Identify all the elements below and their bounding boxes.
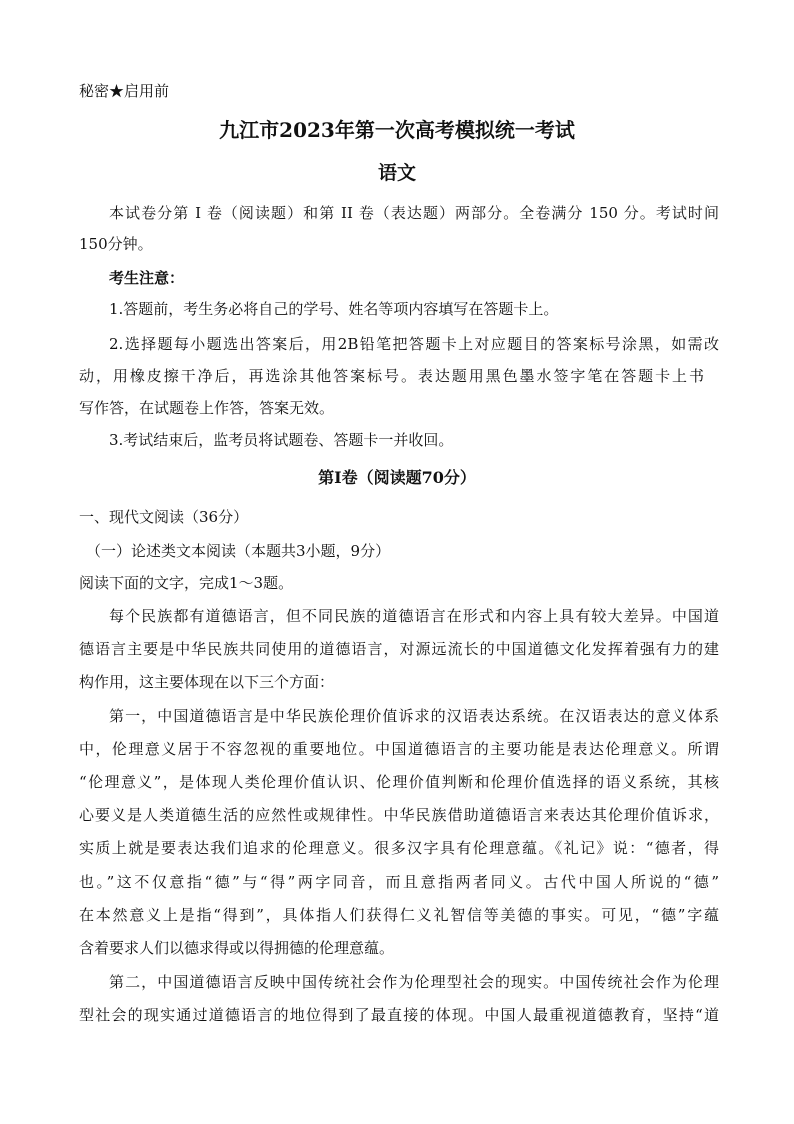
- notice-item-2-line-3: 写作答，在试题卷上作答，答案无效。: [79, 399, 335, 417]
- paragraph-2-line: 中，伦理意义居于不容忽视的重要地位。中国道德语言的主要功能是表达伦理意义。所谓: [79, 740, 719, 758]
- paragraph-3-line: 第二，中国道德语言反映中国传统社会作为伦理型社会的现实。中国传统社会作为伦理: [109, 973, 719, 991]
- paragraph-2-line: 在本然意义上是指“得到”，具体指人们获得仁义礼智信等美德的事实。可见，“德”字蕴: [79, 906, 719, 924]
- notice-item-2-line-1: 2.选择题每小题选出答案后，用2B铅笔把答题卡上对应题目的答案标号涂黑，如需改: [109, 335, 719, 353]
- notice-item-1: 1.答题前，考生务必将自己的学号、姓名等项内容填写在答题卡上。: [109, 300, 559, 318]
- paragraph-2-line: “伦理意义”，是体现人类伦理价值认识、伦理价值判断和伦理价值选择的语义系统，其核: [79, 773, 719, 791]
- part-heading: 一、现代文阅读（36分）: [79, 508, 249, 526]
- paragraph-2-line: 心要义是人类道德生活的应然性或规律性。中华民族借助道德语言来表达其伦理价值诉求，: [79, 806, 719, 824]
- section-heading: 第I卷（阅读题70分）: [318, 468, 476, 487]
- notice-item-3: 3.考试结束后，监考员将试题卷、答题卡一并收回。: [109, 431, 454, 449]
- paragraph-3-line: 型社会的现实通过道德语言的地位得到了最直接的体现。中国人最重视道德教育，坚持“道: [79, 1006, 719, 1024]
- subpart-heading: （一）论述类文本阅读（本题共3小题，9分）: [86, 542, 391, 560]
- paragraph-2-line: 实质上就是要表达我们追求的伦理意义。很多汉字具有伦理意蕴。《礼记》说：“德者，得: [79, 839, 719, 857]
- exam-title: 九江市2023年第一次高考模拟统一考试: [219, 118, 575, 142]
- paragraph-1-line: 德语言主要是中华民族共同使用的道德语言，对源远流长的中国道德文化发挥着强有力的建: [79, 640, 719, 658]
- reading-instruction: 阅读下面的文字，完成1～3题。: [79, 574, 294, 592]
- paragraph-1-line: 构作用，这主要体现在以下三个方面：: [79, 673, 335, 691]
- paragraph-2-line: 第一，中国道德语言是中华民族伦理价值诉求的汉语表达系统。在汉语表达的意义体系: [109, 707, 719, 725]
- paragraph-2-line: 也。”这不仅意指“德”与“得”两字同音，而且意指两者同义。古代中国人所说的“德”: [79, 873, 719, 891]
- notice-item-2-line-2: 动，用橡皮擦干净后，再选涂其他答案标号。表达题用黑色墨水签字笔在答题卡上书: [79, 367, 704, 385]
- notice-heading: 考生注意：: [109, 269, 185, 287]
- paragraph-1-line: 每个民族都有道德语言，但不同民族的道德语言在形式和内容上具有较大差异。中国道: [109, 607, 719, 625]
- intro-line-1: 本试卷分第 I 卷（阅读题）和第 II 卷（表达题）两部分。全卷满分 150 分。考试时间: [109, 204, 719, 222]
- confidential-label: 秘密★启用前: [79, 82, 170, 100]
- subject-title: 语文: [377, 162, 416, 184]
- intro-line-2: 150分钟。: [79, 235, 153, 253]
- paragraph-2-line: 含着要求人们以德求得或以得拥德的伦理意蕴。: [79, 939, 395, 957]
